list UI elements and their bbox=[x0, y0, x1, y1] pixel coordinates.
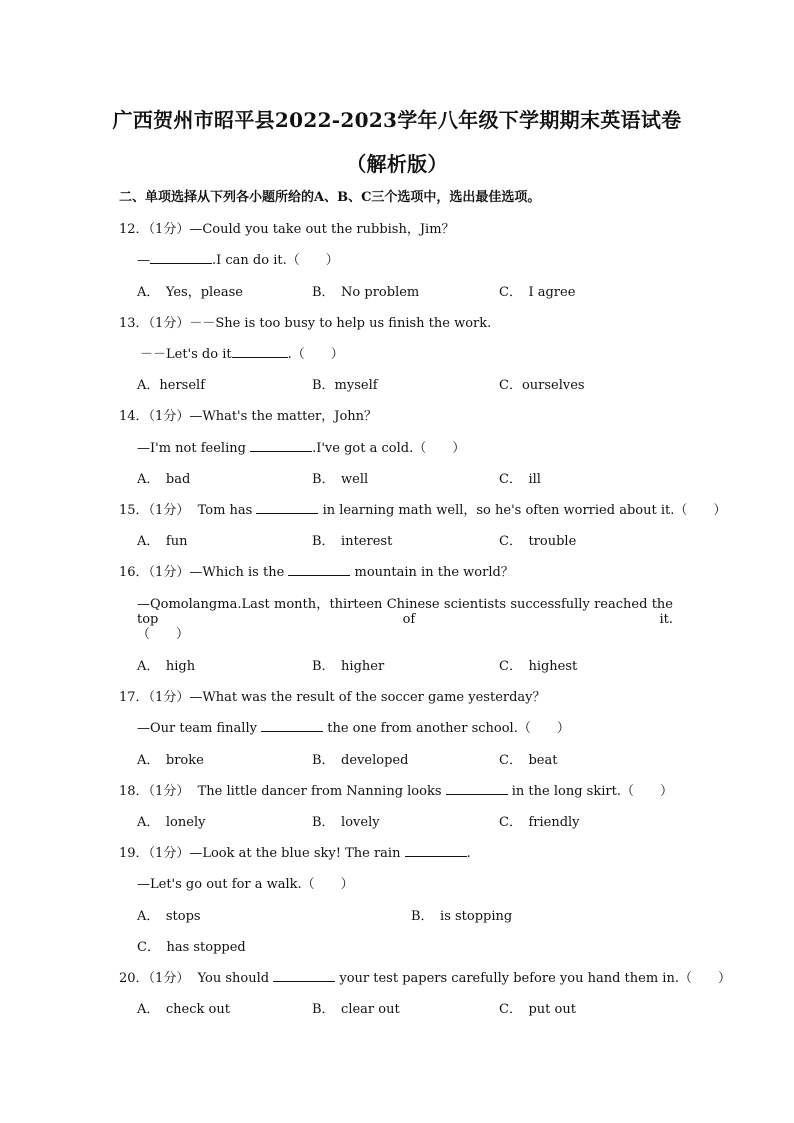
option-a: A． check out bbox=[137, 1002, 230, 1017]
document-subtitle: （解析版） bbox=[346, 152, 448, 176]
answer-blank bbox=[256, 501, 318, 514]
question-12-line2 bbox=[137, 249, 339, 268]
question-text: mountain in the world？ bbox=[350, 565, 514, 580]
question-number: 20． bbox=[119, 971, 149, 986]
question-score: （1分） bbox=[148, 784, 190, 799]
question-text: — bbox=[137, 253, 150, 268]
question-text: －－Let's do it bbox=[140, 347, 232, 362]
section-heading: 二、单项选择从下列各小题所给的A、B、C三个选项中，选出最佳选项。 bbox=[119, 190, 541, 205]
option-b: B．myself bbox=[312, 378, 378, 393]
question-17-stem bbox=[119, 686, 546, 705]
question-14-line2 bbox=[137, 437, 465, 456]
option-c: C． ill bbox=[499, 472, 541, 487]
question-text: .I've got a cold.（ ） bbox=[312, 441, 466, 456]
option-b: B． lovely bbox=[312, 815, 380, 830]
option-b: B． well bbox=[312, 472, 369, 487]
question-text: —Could you take out the rubbish，Jim？ bbox=[189, 222, 455, 237]
option-c: C． I agree bbox=[499, 285, 576, 300]
option-b: B． is stopping bbox=[411, 909, 513, 924]
question-score: （1分） bbox=[148, 846, 190, 861]
option-c: C． highest bbox=[499, 659, 578, 674]
question-number: 13． bbox=[119, 316, 149, 331]
option-c: C． friendly bbox=[499, 815, 580, 830]
option-a: A．herself bbox=[137, 378, 206, 393]
question-text: —I'm not feeling bbox=[137, 441, 251, 456]
option-c: C． beat bbox=[499, 753, 558, 768]
question-text: the one from another school.（ ） bbox=[323, 721, 570, 736]
question-text: —Our team finally bbox=[137, 721, 262, 736]
answer-parentheses: （ ） bbox=[137, 627, 190, 642]
answer-blank bbox=[150, 251, 212, 264]
question-text: .I can do it.（ ） bbox=[212, 253, 339, 268]
question-text: in the long skirt.（ ） bbox=[507, 784, 673, 799]
question-text: You should bbox=[197, 971, 274, 986]
question-13-line2 bbox=[140, 343, 344, 362]
question-text: . bbox=[466, 846, 471, 861]
question-number: 18． bbox=[119, 784, 149, 799]
option-a: A． lonely bbox=[137, 815, 206, 830]
question-13-stem bbox=[119, 312, 491, 331]
question-text: —What's the matter，John？ bbox=[189, 409, 378, 424]
question-16-line2: —Qomolangma.Last month，thirteen Chinese scientists successfully reached the top of it. bbox=[137, 597, 673, 627]
option-a: A． high bbox=[137, 659, 196, 674]
option-b: B． developed bbox=[312, 753, 409, 768]
question-12-stem bbox=[119, 218, 455, 237]
question-17-line2 bbox=[137, 717, 570, 736]
answer-blank bbox=[273, 969, 335, 982]
question-number: 19． bbox=[119, 846, 149, 861]
question-number: 16． bbox=[119, 565, 149, 580]
question-score: （1分） bbox=[148, 316, 190, 331]
answer-blank bbox=[250, 439, 312, 452]
question-text: —Look at the blue sky! The rain bbox=[189, 846, 405, 861]
question-score: （1分） bbox=[148, 565, 190, 580]
question-text: The little dancer from Nanning looks bbox=[197, 784, 446, 799]
option-b: B． higher bbox=[312, 659, 385, 674]
question-19-stem bbox=[119, 842, 471, 861]
document-title: 广西贺州市昭平县2022-2023学年八年级下学期期末英语试卷 bbox=[112, 108, 682, 132]
question-score: （1分） bbox=[148, 690, 190, 705]
question-14-stem bbox=[119, 405, 377, 424]
answer-blank bbox=[446, 782, 508, 795]
question-16-stem bbox=[119, 561, 514, 580]
option-b: B． clear out bbox=[312, 1002, 400, 1017]
question-text: in learning math well，so he's often worried about it.（ ） bbox=[318, 503, 727, 518]
answer-blank bbox=[288, 563, 350, 576]
question-number: 15． bbox=[119, 503, 149, 518]
question-score: （1分） bbox=[148, 503, 190, 518]
option-b: B． interest bbox=[312, 534, 393, 549]
question-text: －－She is too busy to help us finish the work. bbox=[189, 316, 492, 331]
option-c: C． trouble bbox=[499, 534, 577, 549]
answer-blank bbox=[261, 719, 323, 732]
option-c: C．ourselves bbox=[499, 378, 585, 393]
question-text: —Which is the bbox=[189, 565, 289, 580]
option-a: A． broke bbox=[137, 753, 204, 768]
question-number: 17． bbox=[119, 690, 149, 705]
question-text: .（ ） bbox=[287, 347, 344, 362]
option-a: A． Yes，please bbox=[137, 285, 243, 300]
option-b: B． No problem bbox=[312, 285, 420, 300]
option-c: C． has stopped bbox=[137, 940, 246, 955]
question-number: 14． bbox=[119, 409, 149, 424]
question-text: your test papers carefully before you hand them in.（ ） bbox=[335, 971, 731, 986]
question-20-stem bbox=[119, 967, 731, 986]
question-number: 12． bbox=[119, 222, 149, 237]
option-a: A． bad bbox=[137, 472, 191, 487]
option-a: A． fun bbox=[137, 534, 188, 549]
answer-blank bbox=[405, 844, 467, 857]
option-c: C． put out bbox=[499, 1002, 576, 1017]
answer-blank bbox=[232, 345, 288, 358]
question-score: （1分） bbox=[148, 971, 190, 986]
question-15-stem bbox=[119, 499, 726, 518]
option-a: A． stops bbox=[137, 909, 201, 924]
question-text: —What was the result of the soccer game yesterday？ bbox=[189, 690, 546, 705]
question-18-stem bbox=[119, 780, 673, 799]
question-score: （1分） bbox=[148, 222, 190, 237]
question-19-line2: —Let's go out for a walk.（ ） bbox=[137, 877, 354, 892]
question-score: （1分） bbox=[148, 409, 190, 424]
question-text: Tom has bbox=[197, 503, 257, 518]
